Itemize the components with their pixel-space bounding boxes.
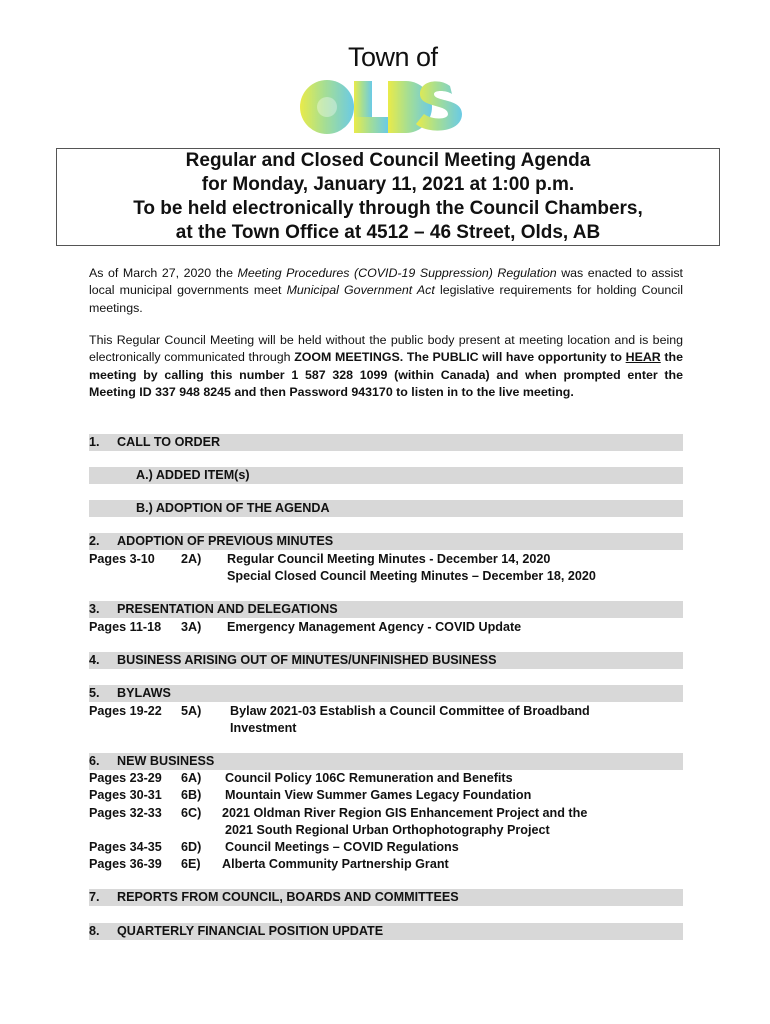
title-line-3: To be held electronically through the Council Chambers, (133, 198, 643, 219)
town-logo (300, 42, 480, 142)
olds-logo-graphic (300, 76, 480, 138)
title-line-2: for Monday, January 11, 2021 at 1:00 p.m. (201, 174, 575, 195)
agenda-title-box (56, 148, 720, 246)
agenda-page: Town of Regular and Closed Council Meeting Agenda for Monday, January 11, 2021 at 1:00 p.m. To be held electronically through the Council Chambers, at the Town Office at 4512 – 46 Street, Olds, AB As of March 27, 2020 the Meeting Procedures (COVID-19 Suppression) Regulation was enacted to assist local municipal governments meet Municipal Government Act legislative requirements for holding Council meetings. This Regular Council Meeting will be held without the public body present at meeting location and is being electronically communicated through ZOOM MEETINGS. The PUBLIC will have opportunity to HEAR the meeting by calling this number 1 587 328 1099 (within Canada) and when prompted enter the Meeting ID 337 948 8245 and then Password 943170 to listen in to the live meeting. 1. CALL TO ORDER A.) ADDED ITEM(s) B.) ADOPTION OF THE AGENDA 2. ADOPTION OF PREVIOUS MINUTES Pages 3-10 2A) Regular Council Meeting Minutes - December 14, 2020 Special Closed Council Meeting Minutes – December 18, 2020 3. PRESENTATION AND DELEGATIONS Pages 11-18 3A) Emergency Management Agency - COVID Update 4. BUSINESS ARISING OUT OF MINUTES/UNFINISHED BUSINESS 5. BYLAWS Pages 19-22 5A) Bylaw 2021-03 Establish a Council Committee of Broadband Investment 6. NEW BUSINESS Pages 23-29 6A) Council Policy 106C Remuneration and Benefits Pages 30-31 6B) Mountain View Summer Games Legacy Foundation Pages 32-33 6C) 2021 Oldman River Region GIS Enhancement Project and the 2021 South Regional Urban Orthophotography Project Pages 34-35 6D) Council Meetings – COVID Regulations Pages 36-39 6E) Alberta Community Partnership Grant 7. REPORTS FROM COUNCIL, BOARDS AND COMMITTEES 8. QUARTERLY FINANCIAL POSITION UPDATE (0, 0, 770, 1024)
logo-town-of: Town of (348, 42, 438, 72)
intro-paragraph-2: This Regular Council Meeting will be held without the public body present at meeting location and is being electronically communicated through ZOOM MEETINGS. The PUBLIC will have opportunity to HEAR the meeting by calling this number 1 587 328 1099 (within Canada) and when prompted enter the Meeting ID 337 948 8245 and then Password 943170 to listen in to the live meeting. (89, 333, 683, 400)
intro-paragraph-1: As of March 27, 2020 the Meeting Procedures (COVID-19 Suppression) Regulation was enacted to assist local municipal governments meet Municipal Government Act legislative requirements for holding Council meetings. (89, 266, 683, 315)
section-5-bar (89, 685, 683, 702)
title-line-4: at the Town Office at 4512 – 46 Street, Olds, AB (175, 222, 601, 243)
act-name: Municipal Government Act (286, 283, 435, 298)
regulation-name: Meeting Procedures (COVID-19 Suppression) Regulation (237, 266, 557, 280)
title-line-1: Regular and Closed Council Meeting Agenda (185, 150, 591, 171)
